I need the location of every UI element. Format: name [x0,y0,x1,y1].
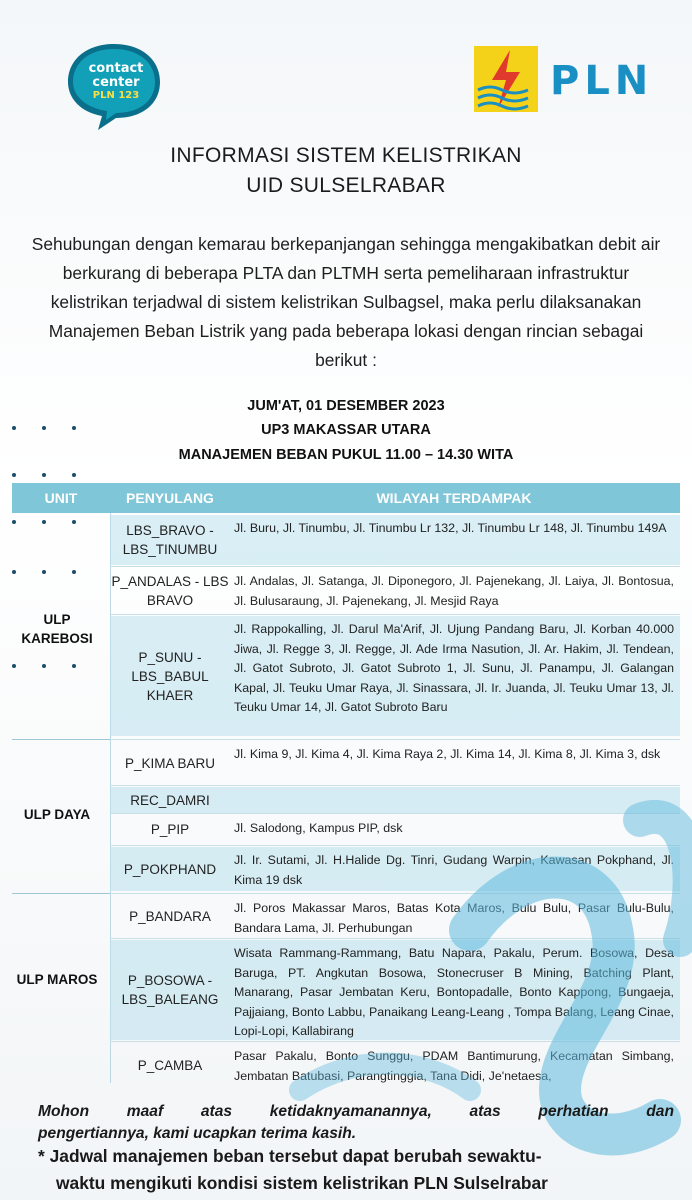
header-feeder: PENYULANG [126,490,214,506]
table-row [110,815,680,843]
feeder-cell: P_BANDARA [129,908,211,924]
decor-dot [12,664,16,668]
note-line2: waktu mengikuti kondisi sistem kelistrikan PLN Sulselrabar [56,1173,548,1193]
schedule-time: MANAJEMEN BEBAN PUKUL 11.00 – 14.30 WITA [178,447,514,463]
feeder-cell: P_SUNU - LBS_BABUL KHAER [131,649,209,703]
feeder-cell: REC_DAMRI [130,792,210,808]
feeder-cell: P_POKPHAND [123,861,217,877]
row-divider [110,566,680,567]
table-row [110,895,680,937]
table-row [110,568,680,614]
table-row [110,741,680,785]
area-cell: Jl. Rappokalling, Jl. Darul Ma'Arif, Jl. Ujung Pandang Baru, Jl. Korban 40.000 Jiwa, Jl. Regge 3, Jl. Regge, Jl. Ade Irma Nasution, Jl. Ar. Hakim, Jl. Tendean, Jl. Gatot Subroto, Jl. Gatot Subroto 1, Jl. Sunu, Jl. Panampu, Jl. Galangan Kapal, Jl. Teuku Umar Raya, Jl. Sinassara, Jl. Ir. Juanda, Jl. Teuku Umar 13, Jl. Teuku Umar 14, Jl. Gatot Subroto Baru [234,622,674,714]
unit-divider [12,739,110,740]
decor-dot [12,570,16,574]
row-divider [110,739,680,740]
page-title-line2: UID SULSELRABAR [246,174,446,197]
table-row [110,847,680,891]
area-cell: Jl. Andalas, Jl. Satanga, Jl. Diponegoro, Jl. Pajenekang, Jl. Laiya, Jl. Bontosua, Jl. Bulusaraung, Jl. Pajenekang, Jl. Mesjid Raya [234,574,674,608]
decor-dot [72,473,76,477]
header-unit: UNIT [44,490,78,506]
decor-dot [12,520,16,524]
intro-paragraph: Sehubungan dengan kemarau berkepanjangan sehingga mengakibatkan debit air berkurang di beberapa PLTA dan PLTMH serta pemeliharaan infrastruktur kelistrikan terjadwal di sistem kelistrikan Sulbagsel, maka perlu dilaksanakan Manajemen Beban Listrik yang pada beberapa lokasi dengan rincian sebagai berikut : [31,234,661,370]
contact-center-logo [64,40,164,132]
decor-dot [42,473,46,477]
area-cell: Jl. Buru, Jl. Tinumbu, Jl. Tinumbu Lr 132, Jl. Tinumbu Lr 148, Jl. Tinumbu 149A [234,521,667,535]
closing-line2: pengertiannya, kami ucapkan terima kasih. [38,1125,357,1142]
decor-dot [72,570,76,574]
feeder-cell: P_ANDALAS - LBS BRAVO [111,574,229,608]
schedule-office: UP3 MAKASSAR UTARA [261,422,431,438]
decor-dot [42,520,46,524]
cc-text-3: PLN 123 [92,90,140,101]
row-divider [110,938,680,939]
table-row [110,616,680,736]
decor-dot [12,473,16,477]
table-row [110,1043,680,1087]
decor-dot [72,426,76,430]
row-divider [110,1041,680,1042]
feeder-cell: P_PIP [150,821,190,837]
decor-dot [42,664,46,668]
row-divider [110,813,680,814]
table-row [110,515,680,565]
feeder-cell: P_CAMBA [137,1057,203,1073]
cc-text-1: contact [88,61,144,76]
pln-text: PLN [550,58,654,104]
unit-daya: ULP DAYA [23,807,91,822]
area-cell: Jl. Salodong, Kampus PIP, dsk [234,821,403,835]
decor-dot [42,426,46,430]
unit-maros: ULP MAROS [16,972,98,987]
pln-logo [470,42,670,116]
row-divider [110,614,680,615]
decor-dot [72,520,76,524]
table-header [12,483,680,513]
header-area: WILAYAH TERDAMPAK [376,490,532,506]
area-cell: Wisata Rammang-Rammang, Batu Napara, Pakalu, Perum. Bosowa, Desa Baruga, PT. Angkutan Bosowa, Stonecruser B Mining, Batching Plant, Manarang, Pasar Jembatan Keru, Bontopadalle, Bonto Kappong, Bungaeja, Pajjaiang, Bonto Labbu, Panaikang Leang-Leang , Tompa Balang, Leang Cinae, Lopi-Lopi, Kallabirang [234,946,674,1038]
area-cell: Jl. Poros Makassar Maros, Batas Kota Maros, Bulu Bulu, Pasar Bulu-Bulu, Bandara Lama, Jl. Perhubungan [234,901,674,935]
decor-dot [12,426,16,430]
unit-divider [12,893,110,894]
decor-dot [42,570,46,574]
row-divider [110,893,680,894]
row-divider [110,785,680,786]
page-title-line1: INFORMASI SISTEM KELISTRIKAN [170,144,522,167]
note-line1: * Jadwal manajemen beban tersebut dapat berubah sewaktu- [38,1146,542,1166]
feeder-cell: P_KIMA BARU [124,755,216,771]
cc-text-2: center [92,75,140,90]
table-row [110,787,680,813]
feeder-cell: P_BOSOWA - LBS_BALEANG [121,973,219,1007]
row-divider [110,845,680,846]
table-row [110,940,680,1040]
area-cell: Jl. Kima 9, Jl. Kima 4, Jl. Kima Raya 2, Jl. Kima 14, Jl. Kima 8, Jl. Kima 3, dsk [234,747,661,761]
decor-dot [72,664,76,668]
closing-line1: Mohon maaf atas ketidaknyamanannya, atas perhatian dan [38,1103,674,1120]
area-cell: Pasar Pakalu, Bonto Sunggu, PDAM Bantimurung, Kecamatan Simbang, Jembatan Batubasi, Parangtinggia, Tana Didi, Je'netaesa, [234,1049,674,1083]
area-cell: Jl. Ir. Sutami, Jl. H.Halide Dg. Tinri, Gudang Warpin, Kawasan Pokphand, Jl. Kima 19 dsk [234,853,674,887]
schedule-date: JUM'AT, 01 DESEMBER 2023 [247,398,445,414]
unit-karebosi: ULP KAREBOSI [21,612,93,646]
feeder-cell: LBS_BRAVO - LBS_TINUMBU [122,523,218,557]
